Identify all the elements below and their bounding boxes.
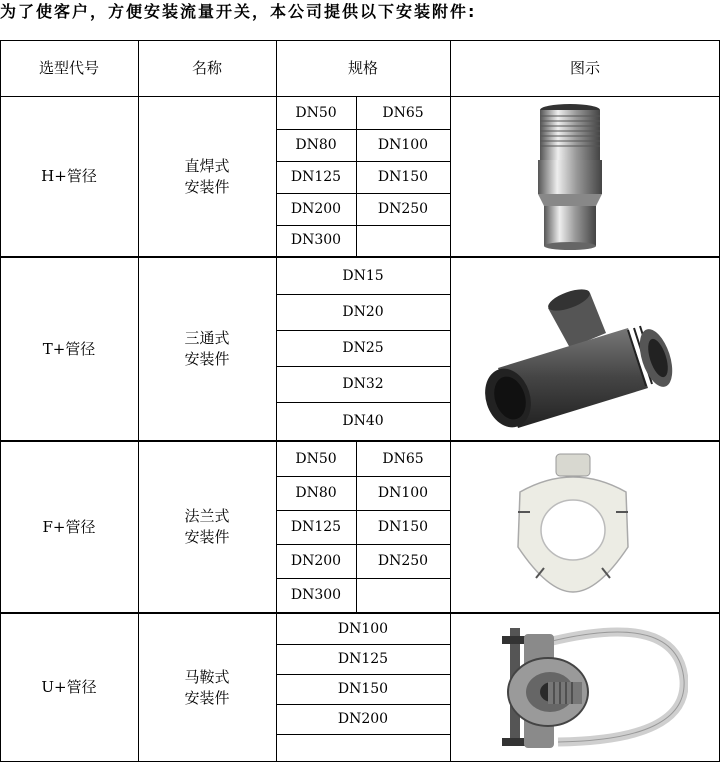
flange-fitting-icon <box>508 452 638 602</box>
weld-fitting-icon <box>530 102 610 252</box>
row-code: U+管径 <box>41 678 97 696</box>
spec-cell: DN200 <box>290 200 342 217</box>
header-spec: 规格 <box>347 58 378 77</box>
spec-cell: DN100 <box>337 620 389 637</box>
spec-cell: DN15 <box>342 267 384 284</box>
spec-cell: DN65 <box>382 450 424 467</box>
name-line: 三通式 <box>184 329 230 347</box>
spec-cell: DN50 <box>295 104 337 121</box>
row-code: F+管径 <box>42 517 96 536</box>
name-line: 安装件 <box>184 688 230 707</box>
accessory-table <box>0 40 720 762</box>
spec-cell: DN125 <box>290 518 342 535</box>
table-border-bottom <box>0 761 720 762</box>
spec-cell: DN125 <box>337 650 389 667</box>
row-name <box>138 97 276 256</box>
spec-cell: DN100 <box>377 484 429 501</box>
spec-cell: DN80 <box>295 484 337 501</box>
tee-fitting-icon <box>478 288 678 438</box>
name-line: 安装件 <box>184 350 230 368</box>
row-name <box>138 442 276 612</box>
spec-cell: DN200 <box>337 710 389 727</box>
spec-cell: DN200 <box>290 552 342 569</box>
spec-cell: DN100 <box>377 136 429 153</box>
row-name <box>138 258 276 440</box>
name-line: 法兰式 <box>184 507 230 525</box>
header-name: 名称 <box>191 58 222 77</box>
saddle-fitting-icon <box>488 620 688 758</box>
spec-cell: DN125 <box>290 168 342 185</box>
name-line: 直焊式 <box>184 156 230 175</box>
spec-cell: DN300 <box>290 232 342 248</box>
spec-cell: DN80 <box>295 136 337 153</box>
row-name <box>138 614 276 761</box>
spec-cell: DN300 <box>290 586 342 603</box>
header-code: 选型代号 <box>38 58 99 77</box>
spec-cell: DN32 <box>342 375 384 392</box>
column-divider <box>450 40 451 762</box>
spec-cell: DN150 <box>377 168 429 185</box>
spec-cell: DN65 <box>382 104 424 121</box>
spec-cell: DN20 <box>342 303 384 320</box>
spec-cell: DN150 <box>377 518 429 535</box>
spec-cell: DN150 <box>337 680 389 697</box>
name-line: 安装件 <box>184 177 230 196</box>
row-code: T+管径 <box>42 339 96 358</box>
spec-cell: DN25 <box>342 339 384 356</box>
spec-cell: DN50 <box>295 450 337 467</box>
spec-cell: DN250 <box>377 200 429 217</box>
row-code: H+管径 <box>41 167 97 185</box>
spec-cell: DN40 <box>342 412 384 429</box>
spec-cell: DN250 <box>377 552 429 569</box>
name-line: 马鞍式 <box>184 667 230 686</box>
intro-text: 为了使客户，方便安装流量开关，本公司提供以下安装附件: <box>0 2 477 21</box>
header-image: 图示 <box>569 58 600 77</box>
name-line: 安装件 <box>184 528 230 546</box>
